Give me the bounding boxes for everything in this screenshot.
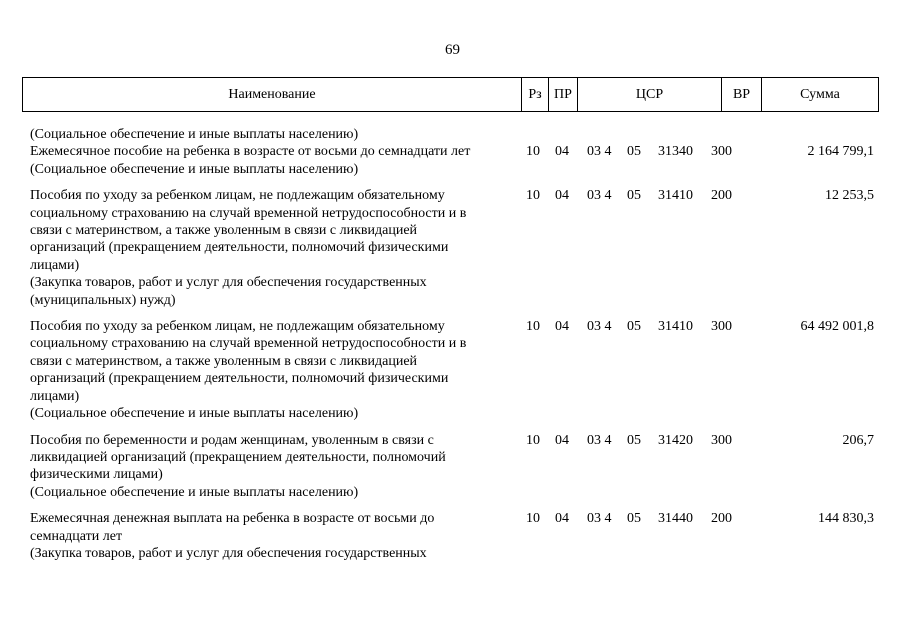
row-name-line: физическими лицами) (30, 467, 163, 483)
row-rz: 10 (526, 511, 540, 527)
header-rz: Рз (522, 78, 549, 112)
row-name-line: Пособия по беременности и родам женщинам, уволенным в связи с (30, 432, 434, 448)
row-sum: 2 164 799,1 (807, 144, 874, 160)
row-name-line: ликвидацией организаций (прекращением деятельности, полномочий (30, 449, 446, 465)
table-row (30, 510, 876, 562)
row-sum: 144 830,3 (818, 511, 874, 527)
header-pr: ПР (549, 78, 578, 112)
row-name-line: (Социальное обеспечение и иные выплаты населению) (30, 161, 359, 177)
row-csr-part3: 31410 (658, 319, 693, 335)
row-csr-part2: 05 (627, 511, 641, 527)
row-name-line: (Социальное обеспечение и иные выплаты населению) (30, 406, 359, 422)
table-row (30, 432, 876, 502)
table-row (30, 143, 876, 178)
row-sum: 12 253,5 (825, 188, 874, 204)
row-rz: 10 (526, 432, 540, 448)
row-sum: 206,7 (842, 432, 874, 448)
row-vr: 300 (711, 319, 732, 335)
row-name-line: (муниципальных) нужд) (30, 292, 176, 308)
table-row (30, 187, 876, 309)
header-sum: Сумма (762, 78, 879, 112)
row-name-line: лицами) (30, 388, 80, 404)
row-name-line: связи с материнством, а также уволенным в связи с ликвидацией (30, 353, 418, 369)
row-csr-part1: 03 4 (587, 432, 612, 448)
row-csr-part2: 05 (627, 319, 641, 335)
row-csr-part1: 03 4 (587, 144, 612, 160)
header-csr: ЦСР (578, 78, 722, 112)
row-csr-part2: 05 (627, 188, 641, 204)
row-csr-part3: 31410 (658, 188, 693, 204)
row-csr-part3: 31340 (658, 144, 693, 160)
leading-line: (Социальное обеспечение и иные выплаты населению) (30, 127, 359, 142)
row-name-line: Пособия по уходу за ребенком лицам, не подлежащим обязательному (30, 319, 445, 335)
table-body (30, 126, 876, 562)
row-csr-part3: 31420 (658, 432, 693, 448)
row-csr-part3: 31440 (658, 511, 693, 527)
row-rz: 10 (526, 188, 540, 204)
row-rz: 10 (526, 319, 540, 335)
row-pr: 04 (555, 511, 569, 527)
row-pr: 04 (555, 144, 569, 160)
row-pr: 04 (555, 319, 569, 335)
row-name-line: организаций (прекращением деятельности, полномочий физическими (30, 240, 449, 256)
row-pr: 04 (555, 432, 569, 448)
row-name-line: (Социальное обеспечение и иные выплаты населению) (30, 484, 359, 500)
row-csr-part1: 03 4 (587, 511, 612, 527)
row-name-line: Ежемесячное пособие на ребенка в возрасте от восьми до семнадцати лет (30, 144, 471, 160)
row-csr-part2: 05 (627, 144, 641, 160)
rows-container (30, 143, 876, 562)
row-sum: 64 492 001,8 (800, 319, 874, 335)
row-name-line: лицами) (30, 257, 80, 273)
header-vr: ВР (722, 78, 762, 112)
table-header (22, 77, 879, 112)
table-row (30, 318, 876, 422)
row-name-line: Пособия по уходу за ребенком лицам, не подлежащим обязательному (30, 188, 445, 204)
row-name-line: семнадцати лет (30, 528, 123, 544)
row-pr: 04 (555, 188, 569, 204)
row-csr-part1: 03 4 (587, 188, 612, 204)
row-csr-part2: 05 (627, 432, 641, 448)
row-vr: 300 (711, 432, 732, 448)
row-name-line: социальному страхованию на случай временной нетрудоспособности и в (30, 205, 467, 221)
row-csr-part1: 03 4 (587, 319, 612, 335)
row-rz: 10 (526, 144, 540, 160)
row-name-line: связи с материнством, а также уволенным в связи с ликвидацией (30, 223, 418, 239)
row-name-line: (Закупка товаров, работ и услуг для обеспечения государственных (30, 545, 427, 561)
row-vr: 200 (711, 511, 732, 527)
page-number: 69 (445, 42, 460, 58)
leading-row (30, 126, 876, 143)
row-name-line: Ежемесячная денежная выплата на ребенка в возрасте от восьми до (30, 511, 435, 527)
row-name-line: социальному страхованию на случай временной нетрудоспособности и в (30, 336, 467, 352)
row-vr: 200 (711, 188, 732, 204)
row-name-line: организаций (прекращением деятельности, полномочий физическими (30, 371, 449, 387)
row-name-line: (Закупка товаров, работ и услуг для обеспечения государственных (30, 275, 427, 291)
header-name: Наименование (23, 78, 522, 112)
row-name (30, 187, 510, 309)
row-vr: 300 (711, 144, 732, 160)
